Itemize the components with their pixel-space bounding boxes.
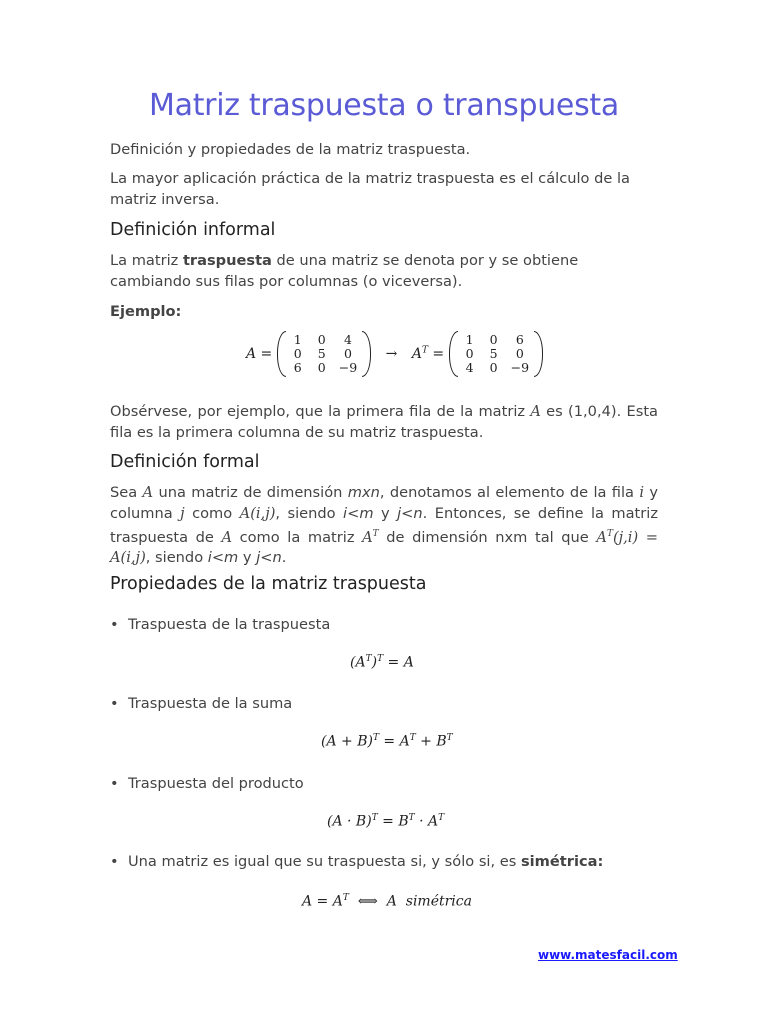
matrix-a <box>277 333 371 375</box>
list-item-symmetric: • Una matriz es igual que su traspuesta si, y sólo si, es simétrica: <box>110 853 603 870</box>
formula-transpose-of-sum: $(A + B)^T = A^T + B^T$ <box>321 733 453 750</box>
matrix-at-cell-2-0: 4 <box>465 360 474 375</box>
formula-symmetric: $A = A^T$ ⟺ A simétrica <box>302 893 472 910</box>
list-item-transpose-of-transpose: • Traspuesta de la traspuesta <box>110 616 330 633</box>
matrix-a-cell-0-2: 4 <box>343 332 352 347</box>
page-title: Matriz traspuesta o transpuesta <box>149 88 619 123</box>
heading-properties: Propiedades de la matriz traspuesta <box>110 574 427 594</box>
matrix-at-cell-0-0: 1 <box>465 332 474 347</box>
matrix-a-cell-0-1: 0 <box>317 332 326 347</box>
matrix-a-cell-2-0: 6 <box>293 360 302 375</box>
intro-paragraph-1: Definición y propiedades de la matriz traspuesta. <box>110 141 471 158</box>
example-label: Ejemplo: <box>110 303 182 320</box>
formal-definition: Sea A una matriz de dimensión mxn, denotamos al elemento de la fila i y columna j como A(i,j), siendo i<m y j<n. Entonces, se define la matriz traspuesta de A como la matriz $A^T$ de dimensión nxm tal que $A^T(j,i) = A(i,j)$, siendo i<m y j<n. <box>110 484 659 567</box>
formula-transpose-of-product: $(A \cdot B)^T = B^T \cdot A^T$ <box>327 813 445 830</box>
matrix-a-transpose <box>449 333 543 375</box>
list-item-transpose-of-sum: • Traspuesta de la suma <box>110 695 292 712</box>
arrow-symbol: → <box>385 346 398 362</box>
matrix-example <box>246 333 543 375</box>
rhs-label: $A^T$ = <box>411 345 445 362</box>
matrix-a-cell-1-2: 0 <box>343 346 352 361</box>
heading-informal: Definición informal <box>110 220 276 240</box>
observation-paragraph: Obsérvese, por ejemplo, que la primera fila de la matriz A es (1,0,4). Esta fila es la primera columna de su matriz traspuesta. <box>110 403 658 441</box>
matrix-at-cell-0-1: 0 <box>489 332 498 347</box>
intro-paragraph-2: La mayor aplicación práctica de la matriz traspuesta es el cálculo de la matriz inversa. <box>110 170 630 208</box>
matrix-at-cell-2-1: 0 <box>489 360 498 375</box>
footer-link[interactable]: www.matesfacil.com <box>538 948 678 962</box>
formula-transpose-of-transpose: $(A^T)^T = A$ <box>350 654 414 671</box>
matrix-a-cell-1-1: 5 <box>317 346 326 361</box>
matrix-a-cell-2-1: 0 <box>317 360 326 375</box>
matrix-at-cell-1-0: 0 <box>465 346 474 361</box>
heading-formal: Definición formal <box>110 452 260 472</box>
list-item-transpose-of-product: • Traspuesta del producto <box>110 775 304 792</box>
informal-definition: La matriz traspuesta de una matriz se denota por y se obtiene cambiando sus filas por columnas (o viceversa). <box>110 252 579 290</box>
matrix-a-cell-2-2: −9 <box>338 360 358 375</box>
matrix-at-cell-0-2: 6 <box>515 332 524 347</box>
matrix-a-cell-0-0: 1 <box>293 332 302 347</box>
matrix-at-cell-1-1: 5 <box>489 346 498 361</box>
lhs-label: A = <box>246 346 273 362</box>
matrix-at-cell-2-2: −9 <box>510 360 530 375</box>
matrix-at-cell-1-2: 0 <box>515 346 524 361</box>
matrix-a-cell-1-0: 0 <box>293 346 302 361</box>
